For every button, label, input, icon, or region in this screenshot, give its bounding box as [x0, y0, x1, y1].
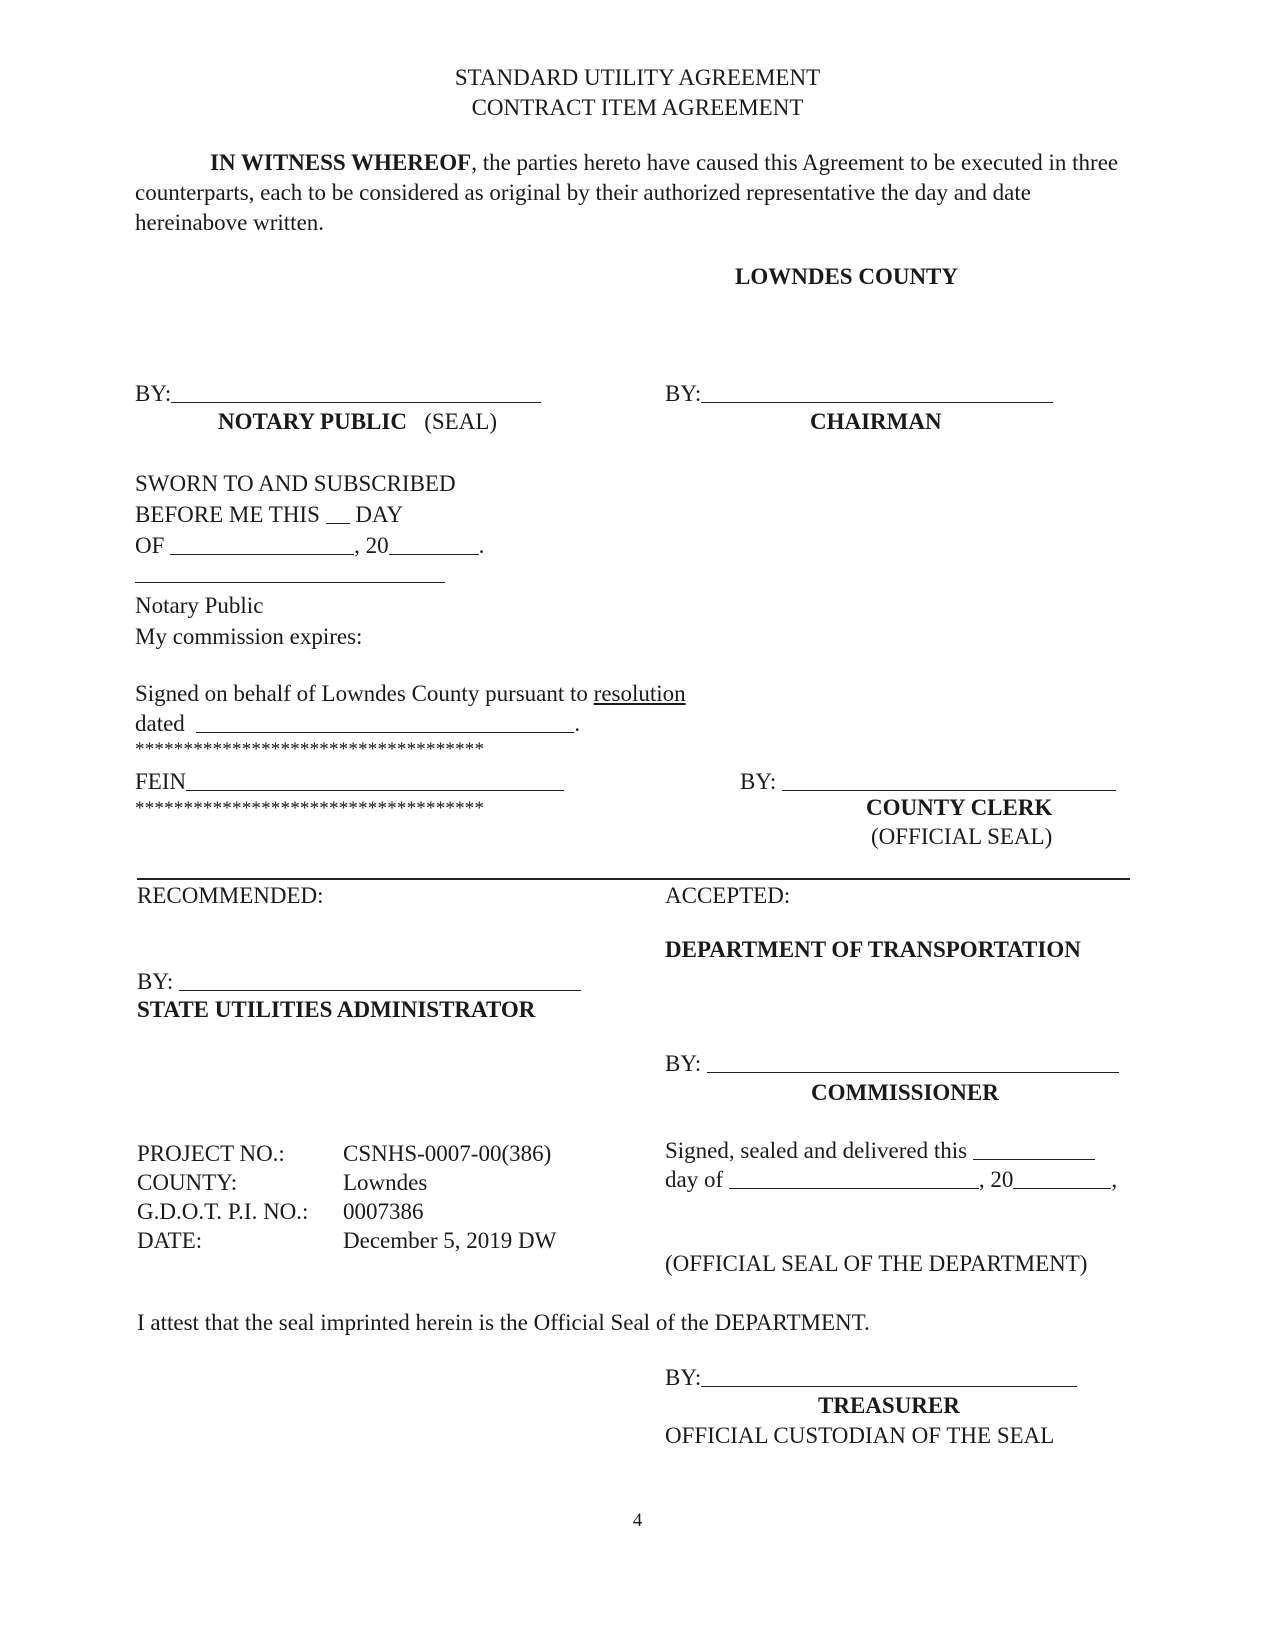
separator-stars: ************************************	[135, 798, 485, 819]
document-title: STANDARD UTILITY AGREEMENT	[454, 65, 821, 90]
chairman-title: CHAIRMAN	[810, 409, 942, 434]
dated-blank[interactable]	[196, 714, 574, 733]
notary-seal-text: (SEAL)	[424, 409, 498, 434]
sworn-line-2	[135, 503, 403, 526]
notary-public-label: Notary Public	[135, 593, 264, 618]
project-info-value: 0007386	[343, 1199, 424, 1224]
day-blank[interactable]	[326, 505, 350, 524]
fein-label: FEIN	[135, 769, 187, 794]
dayof-comma: ,	[1111, 1167, 1118, 1192]
admin-title: STATE UTILITIES ADMINISTRATOR	[137, 997, 536, 1022]
delivered-text: Signed, sealed and delivered this	[665, 1138, 968, 1163]
by-label: BY:	[665, 1051, 702, 1076]
project-info-value: CSNHS-0007-00(386)	[343, 1141, 552, 1166]
sworn-period: .	[478, 533, 485, 558]
fein-line	[135, 770, 564, 793]
by-label: BY:	[740, 769, 777, 794]
project-info-row	[137, 1139, 556, 1168]
project-info-table	[137, 1139, 556, 1255]
dated-label: dated	[135, 711, 185, 736]
commissioner-title: COMMISSIONER	[811, 1080, 999, 1105]
month-blank[interactable]	[170, 536, 354, 555]
treasurer-title: TREASURER	[818, 1393, 960, 1418]
project-info-value: December 5, 2019 DW	[343, 1228, 557, 1253]
admin-signature-line[interactable]	[137, 970, 581, 993]
dayof-text: day of	[665, 1167, 724, 1192]
dayof-year-prefix: , 20	[978, 1167, 1014, 1192]
project-info-value: Lowndes	[343, 1170, 428, 1195]
clerk-signature-line[interactable]	[740, 770, 1116, 793]
project-info-row	[137, 1197, 556, 1226]
recommended-label: RECOMMENDED:	[137, 883, 324, 908]
project-info-label: DATE:	[137, 1228, 203, 1253]
treasurer-signature-line[interactable]	[665, 1366, 1077, 1389]
year-blank[interactable]	[389, 536, 479, 555]
by-label: BY:	[135, 381, 172, 406]
witness-lead: IN WITNESS WHEREOF	[210, 150, 472, 175]
resolution-statement	[135, 682, 686, 705]
sworn-line-1: SWORN TO AND SUBSCRIBED	[135, 471, 456, 496]
resolution-link[interactable]: resolution	[593, 681, 686, 706]
by-label: BY:	[665, 381, 702, 406]
delivered-month-blank[interactable]	[729, 1170, 979, 1189]
resolution-text: Signed on behalf of Lowndes County pursuant to	[135, 681, 594, 706]
signature-blank[interactable]	[707, 1054, 1119, 1073]
sworn-of-text: OF	[135, 533, 165, 558]
notary-signature-line[interactable]	[135, 382, 541, 405]
sworn-line-3	[135, 534, 484, 557]
sworn-day-text: DAY	[355, 502, 404, 527]
accepted-label: ACCEPTED:	[665, 883, 791, 908]
attest-statement: I attest that the seal imprinted herein is the Official Seal of the DEPARTMENT.	[137, 1310, 870, 1335]
department-heading: DEPARTMENT OF TRANSPORTATION	[665, 937, 1081, 962]
dated-line	[135, 712, 580, 735]
chairman-signature-line[interactable]	[665, 382, 1053, 405]
sworn-year-prefix: , 20	[354, 533, 389, 558]
project-info-label: PROJECT NO.:	[137, 1141, 285, 1166]
project-info-label: G.D.O.T. P.I. NO.:	[137, 1199, 309, 1224]
delivered-day-blank[interactable]	[973, 1141, 1095, 1160]
project-info-row	[137, 1226, 556, 1255]
document-subtitle: CONTRACT ITEM AGREEMENT	[471, 95, 804, 120]
separator-stars: ************************************	[135, 739, 485, 760]
signature-blank[interactable]	[701, 384, 1053, 403]
by-label: BY:	[665, 1365, 702, 1390]
official-seal-department: (OFFICIAL SEAL OF THE DEPARTMENT)	[665, 1251, 1088, 1276]
section-divider	[137, 878, 1130, 880]
county-heading: LOWNDES COUNTY	[735, 264, 959, 289]
signature-blank[interactable]	[171, 384, 541, 403]
by-label: BY:	[137, 969, 174, 994]
project-info-label: COUNTY:	[137, 1170, 238, 1195]
signature-blank[interactable]	[782, 772, 1116, 791]
signature-blank[interactable]	[179, 972, 581, 991]
treasurer-subtitle: OFFICIAL CUSTODIAN OF THE SEAL	[665, 1423, 1055, 1448]
commission-expires-label: My commission expires:	[135, 624, 363, 649]
witness-paragraph	[135, 148, 1130, 238]
project-info-row	[137, 1168, 556, 1197]
sworn-before-text: BEFORE ME THIS	[135, 502, 320, 527]
commissioner-signature-line[interactable]	[665, 1052, 1119, 1075]
clerk-seal: (OFFICIAL SEAL)	[871, 824, 1053, 849]
fein-input[interactable]	[186, 772, 564, 791]
dated-period: .	[574, 711, 581, 736]
delivered-year-blank[interactable]	[1013, 1170, 1111, 1189]
notary-signature-rule[interactable]	[135, 582, 445, 583]
witness-text: , the parties hereto have caused this Agreement to be executed in three counterparts, each to be considered as original by their authorized representative the day and date hereinabove written.	[135, 150, 1119, 235]
signature-blank[interactable]	[701, 1368, 1077, 1387]
dayof-line	[665, 1168, 1117, 1191]
clerk-title: COUNTY CLERK	[866, 795, 1053, 820]
notary-title	[218, 410, 497, 433]
delivered-line	[665, 1139, 1095, 1162]
page-number: 4	[632, 1510, 643, 1531]
notary-title-text: NOTARY PUBLIC	[218, 409, 407, 434]
